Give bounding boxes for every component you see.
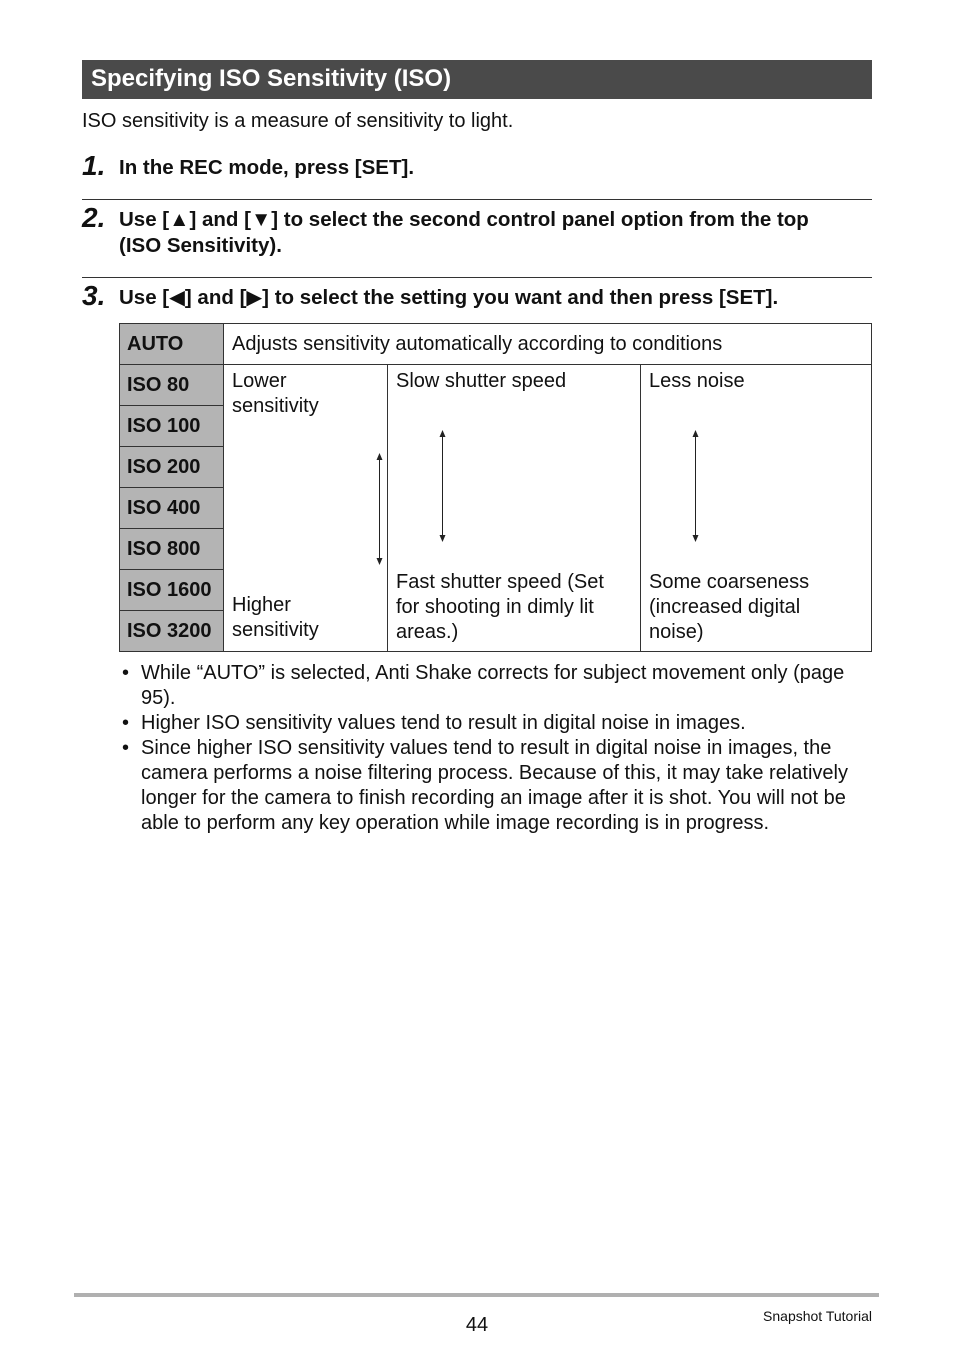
list-item: [119, 736, 879, 836]
step-2-number: 2.: [82, 202, 106, 233]
table-row-header-iso800: ISO 800: [119, 528, 223, 569]
step-2-text-part: (ISO Sensitivity).: [119, 234, 282, 257]
note-text: Higher ISO sensitivity values tend to result in digital noise in images.: [141, 712, 746, 734]
step-2-text: [119, 207, 879, 259]
double-headed-arrow-icon: [438, 430, 447, 542]
note-text: Since higher ISO sensitivity values tend to result in digital noise in images, the camera performs a noise filtering process. Because of this, it may take relatively longer for the camera to finish recording an image after it is shot. You will not be able to perform any key operation while image recording is in progress.: [141, 737, 848, 834]
sensitivity-column: [223, 364, 387, 652]
step-3-text-part: ] and [: [184, 286, 247, 309]
table-row-header-iso1600: ISO 1600: [119, 569, 223, 610]
bullet: •: [122, 712, 130, 734]
right-triangle-icon: ▶: [246, 286, 263, 309]
note-text: While “AUTO” is selected, Anti Shake corrects for subject movement only (page 95).: [141, 662, 845, 709]
step-2-text-part: Use [: [119, 208, 170, 231]
noise-column: [640, 364, 872, 652]
sensitivity-low-label: Lower sensitivity: [232, 370, 319, 417]
step-3-text-part: Use [: [119, 286, 170, 309]
section-title: Specifying ISO Sensitivity (ISO): [91, 65, 452, 92]
table-border: [119, 651, 872, 652]
noise-more-label: Some coarseness (increased digital noise): [649, 571, 810, 643]
table-row-header-iso3200: ISO 3200: [119, 610, 223, 652]
step-1-text: In the REC mode, press [SET].: [119, 156, 415, 179]
up-triangle-icon: ▲: [169, 208, 190, 231]
notes-list: [119, 661, 879, 836]
auto-description: Adjusts sensitivity automatically according to conditions: [223, 323, 872, 364]
list-item: [119, 711, 879, 736]
step-divider: [82, 199, 872, 200]
double-headed-arrow-icon: [375, 453, 384, 565]
step-divider: [82, 277, 872, 278]
shutter-speed-column: [387, 364, 640, 652]
step-3-text-part: ] to select the setting you want and then press [SET].: [262, 286, 779, 309]
table-border: [871, 323, 872, 652]
down-triangle-icon: ▼: [250, 208, 272, 231]
section-title-bar: [82, 60, 872, 99]
noise-less-label: Less noise: [649, 370, 745, 392]
footer-divider: [74, 1293, 879, 1297]
table-row-header-iso80: ISO 80: [119, 364, 223, 405]
step-2-text-part: ] and [: [189, 208, 251, 231]
step-3-number: 3.: [82, 280, 106, 311]
table-row-header-auto: AUTO: [119, 323, 223, 364]
bullet: •: [122, 662, 130, 684]
list-item: [119, 661, 879, 711]
shutter-slow-label: Slow shutter speed: [396, 370, 567, 392]
table-row-header-iso100: ISO 100: [119, 405, 223, 446]
iso-settings-table: [119, 323, 872, 652]
table-row-header-iso200: ISO 200: [119, 446, 223, 487]
shutter-fast-label: Fast shutter speed (Set for shooting in dimly lit areas.): [396, 571, 604, 643]
page-number: 44: [465, 1314, 489, 1336]
step-2-text-part: ] to select the second control panel option from the top: [271, 208, 809, 231]
table-row-header-iso400: ISO 400: [119, 487, 223, 528]
step-1-number: 1.: [82, 150, 106, 181]
sensitivity-high-label: Higher sensitivity: [232, 594, 319, 641]
double-headed-arrow-icon: [691, 430, 700, 542]
footer-section-name: Snapshot Tutorial: [763, 1308, 872, 1324]
bullet: •: [122, 737, 130, 759]
intro-text: ISO sensitivity is a measure of sensitivity to light.: [82, 110, 514, 132]
step-3-text: [119, 285, 879, 311]
left-triangle-icon: ◀: [169, 286, 185, 309]
